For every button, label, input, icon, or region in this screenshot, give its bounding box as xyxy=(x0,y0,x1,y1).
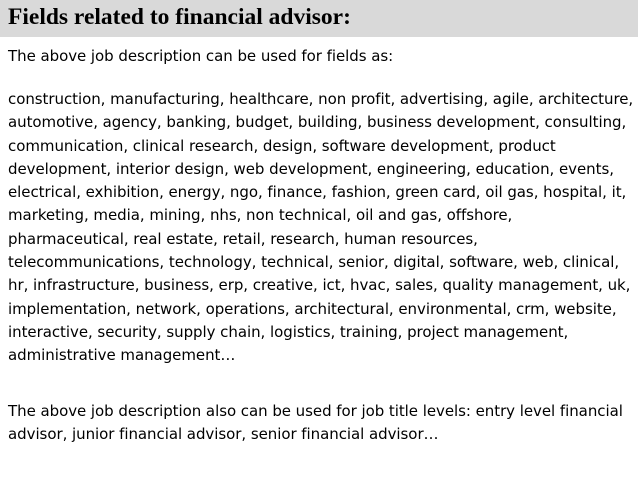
fields-list-text: construction, manufacturing, healthcare, non profit, advertising, agile, architecture, automotive, agency, banking, budget, building, business development, consulting, communication, clinical research, design, software development, product development, interior design, web development, engineering, education, events, electrical, exhibition, energy, ngo, finance, fashion, green card, oil gas, hospital, it, marketing, media, mining, nhs, non technical, oil and gas, offshore, pharmaceutical, real estate, retail, research, human resources, telecommunications, technology, technical, senior, digital, software, web, clinical, hr, infrastructure, business, erp, creative, ict, hvac, sales, quality management, uk, implementation, network, operations, architectural, environmental, crm, website, interactive, security, supply chain, logistics, training, project management, administrative management… xyxy=(8,90,634,365)
job-levels-text: The above job description also can be used for job title levels: entry level financial advisor, junior financial advisor, senior financial advisor… xyxy=(8,402,623,444)
slide-title: Fields related to financial advisor: xyxy=(8,4,351,30)
intro-text: The above job description can be used for fields as: xyxy=(8,47,394,65)
title-bar xyxy=(0,0,638,37)
